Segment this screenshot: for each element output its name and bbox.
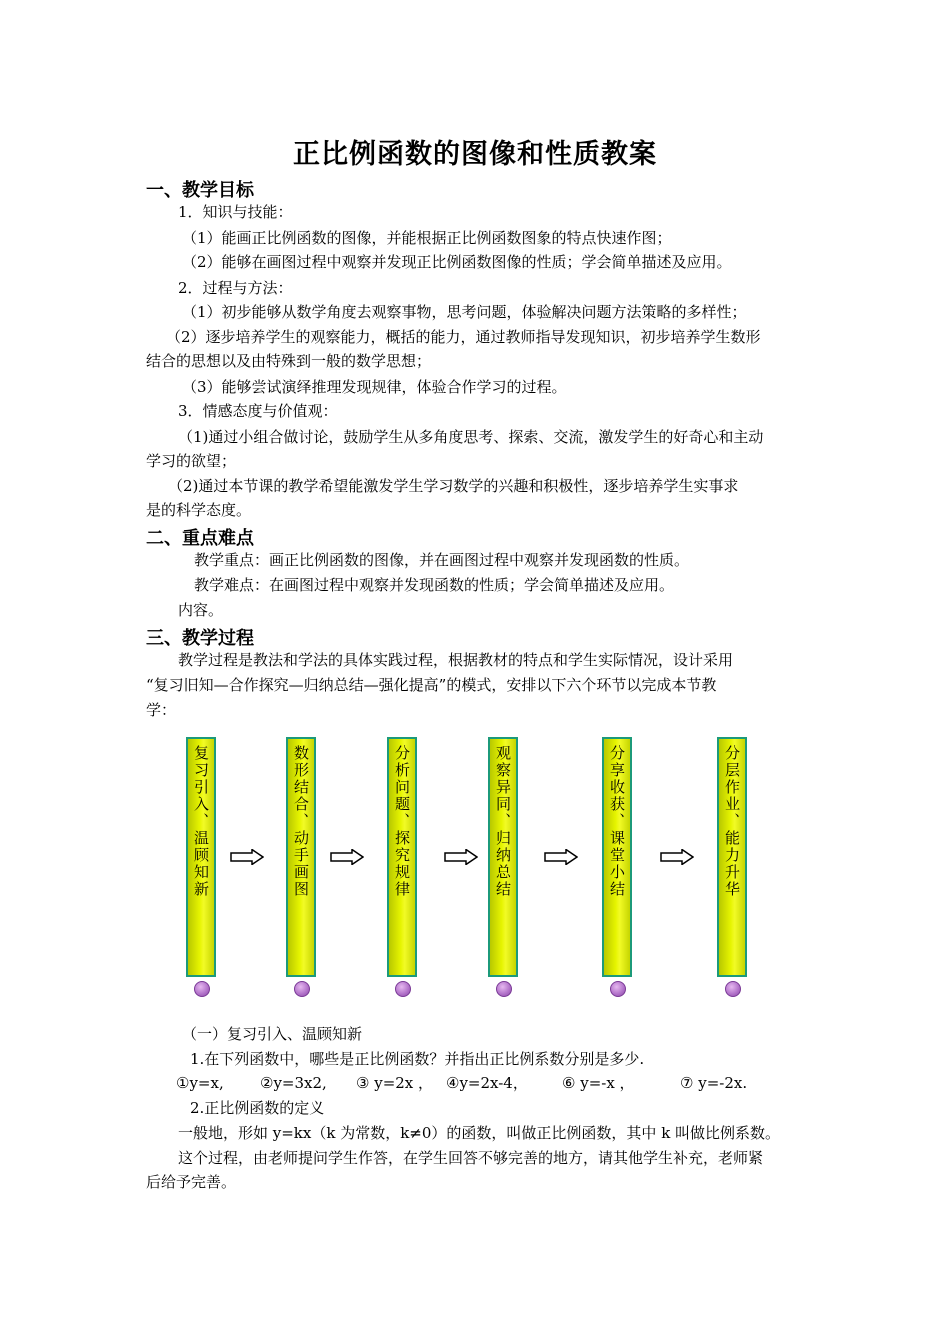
function-option: ③ y=2x ， <box>356 1074 434 1092</box>
flow-step-label: 分享收获、课堂小结 <box>608 745 626 898</box>
function-option: ⑥ y=-x ， <box>562 1074 635 1092</box>
paragraph-line: 3．情感态度与价值观： <box>178 402 338 420</box>
paragraph-line: 这个过程，由老师提问学生作答，在学生回答不够完善的地方，请其他学生补充，老师紧 <box>178 1149 764 1167</box>
paragraph-line: （3）能够尝试演绎推理发现规律，体验合作学习的过程。 <box>182 378 567 396</box>
flow-step-dot <box>194 981 210 997</box>
flow-step-bar <box>186 737 216 977</box>
arrow-right-icon <box>230 849 264 865</box>
flow-step-dot <box>395 981 411 997</box>
arrow-right-icon <box>444 849 478 865</box>
arrow-right-icon <box>330 849 364 865</box>
paragraph-line: （1）初步能够从数学角度去观察事物，思考问题，体验解决问题方法策略的多样性； <box>182 303 747 321</box>
flow-step-dot <box>294 981 310 997</box>
flow-step-label: 分析问题、探究规律 <box>393 745 411 898</box>
arrow-right-icon <box>660 849 694 865</box>
paragraph-line: （2）逐步培养学生的观察能力，概括的能力，通过教师指导发现知识，初步培养学生数形 <box>166 328 761 346</box>
function-option: ④y=2x-4， <box>446 1074 528 1092</box>
flow-step-bar <box>602 737 632 977</box>
flow-step-label: 数形结合、动手画图 <box>292 745 310 898</box>
flow-step-bar <box>488 737 518 977</box>
paragraph-line: （2)通过本节课的教学希望能激发学生学习数学的兴趣和积极性，逐步培养学生实事求 <box>168 477 739 495</box>
paragraph-line: 教学重点：画正比例函数的图像，并在画图过程中观察并发现函数的性质。 <box>194 551 690 569</box>
paragraph-line: 后给予完善。 <box>146 1173 237 1191</box>
paragraph-line: （2）能够在画图过程中观察并发现正比例函数图像的性质；学会简单描述及应用。 <box>182 253 732 271</box>
paragraph-line: “复习旧知—合作探究—归纳总结—强化提高”的模式，安排以下六个环节以完成本节教 <box>146 676 717 694</box>
subsection-heading: （一）复习引入、温顾知新 <box>182 1025 363 1043</box>
flow-step-label: 分层作业、能力升华 <box>723 745 741 898</box>
paragraph-line: （1）能画正比例函数的图像，并能根据正比例函数图象的特点快速作图； <box>182 229 672 247</box>
flow-step-bar <box>387 737 417 977</box>
arrow-right-icon <box>544 849 578 865</box>
teaching-flow-diagram <box>170 735 790 1005</box>
flow-step-dot <box>610 981 626 997</box>
paragraph-line: 2．过程与方法： <box>178 279 293 297</box>
paragraph-line: 内容。 <box>178 601 224 619</box>
section-heading-objectives: 一、教学目标 <box>146 180 254 201</box>
page-title: 正比例函数的图像和性质教案 <box>293 139 657 170</box>
function-option: ①y=x, <box>176 1074 224 1092</box>
flow-step-bar <box>286 737 316 977</box>
question-line: 1.在下列函数中，哪些是正比例函数？并指出正比例系数分别是多少. <box>190 1050 645 1068</box>
paragraph-line: 结合的思想以及由特殊到一般的数学思想； <box>146 352 432 370</box>
paragraph-line: 1．知识与技能： <box>178 203 293 221</box>
question-line: 2.正比例函数的定义 <box>190 1099 325 1117</box>
flow-step-dot <box>725 981 741 997</box>
paragraph-line: 教学难点：在画图过程中观察并发现函数的性质；学会简单描述及应用。 <box>194 576 675 594</box>
paragraph-line: 学习的欲望； <box>146 452 237 470</box>
flow-step-label: 观察异同、归纳总结 <box>494 745 512 898</box>
function-option: ⑦ y=-2x. <box>680 1074 748 1092</box>
flow-step-bar <box>717 737 747 977</box>
function-option: ②y=3x2, <box>260 1074 327 1092</box>
paragraph-line: 教学过程是教法和学法的具体实践过程，根据教材的特点和学生实际情况，设计采用 <box>178 651 734 669</box>
definition-line: 一般地，形如 y=kx（k 为常数，k≠0）的函数，叫做正比例函数，其中 k 叫做比例系数。 <box>178 1124 781 1142</box>
section-heading-key-points: 二、重点难点 <box>146 528 254 549</box>
paragraph-line: 学： <box>146 701 177 719</box>
paragraph-line: 是的科学态度。 <box>146 501 252 519</box>
flow-step-dot <box>496 981 512 997</box>
paragraph-line: （1)通过小组合做讨论，鼓励学生从多角度思考、探索、交流，激发学生的好奇心和主动 <box>178 428 764 446</box>
flow-step-label: 复习引入、温顾知新 <box>192 745 210 898</box>
section-heading-process: 三、教学过程 <box>146 628 254 649</box>
